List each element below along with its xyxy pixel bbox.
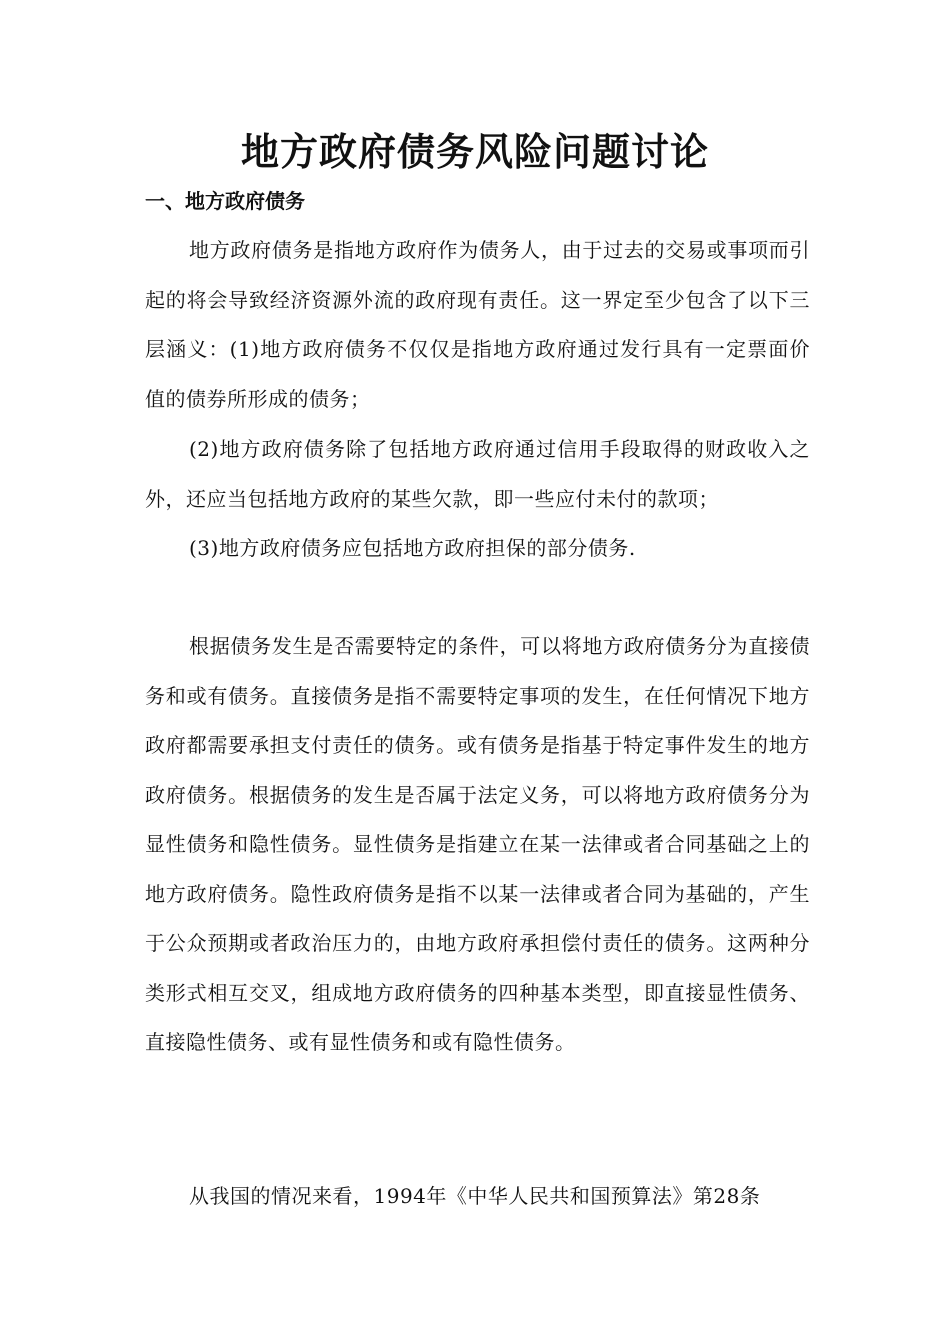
paragraph-point-3: (3)地方政府债务应包括地方政府担保的部分债务. — [189, 536, 636, 560]
section-heading: 一、地方政府债务 — [145, 189, 305, 213]
paragraph-china-situation: 从我国的情况来看，1994年《中华人民共和国预算法》第28条 — [189, 1184, 761, 1208]
paragraph-definition: 地方政府债务是指地方政府作为债务人，由于过去的交易或事项而引起的将会导致经济资源外流的政府现有责任。这一界定至少包含了以下三层涵义：(1)地方政府债务不仅仅是指地方政府通过发行具有一定票面价值的债券所形成的债务； — [145, 238, 810, 411]
document-title: 地方政府债务风险问题讨论 — [240, 130, 709, 174]
paragraph-classification: 根据债务发生是否需要特定的条件，可以将地方政府债务分为直接债务和或有债务。直接债务是指不需要特定事项的发生，在任何情况下地方政府都需要承担支付责任的债务。或有债务是指基于特定事件发生的地方政府债务。根据债务的发生是否属于法定义务，可以将地方政府债务分为显性债务和隐性债务。显性债务是指建立在某一法律或者合同基础之上的地方政府债务。隐性政府债务是指不以某一法律或者合同为基础的，产生于公众预期或者政治压力的，由地方政府承担偿付责任的债务。这两种分类形式相互交叉，组成地方政府债务的四种基本类型，即直接显性债务、直接隐性债务、或有显性债务和或有隐性债务。 — [145, 634, 810, 1054]
paragraph-point-2: (2)地方政府债务除了包括地方政府通过信用手段取得的财政收入之外，还应当包括地方政府的某些欠款，即一些应付未付的款项； — [145, 437, 810, 511]
